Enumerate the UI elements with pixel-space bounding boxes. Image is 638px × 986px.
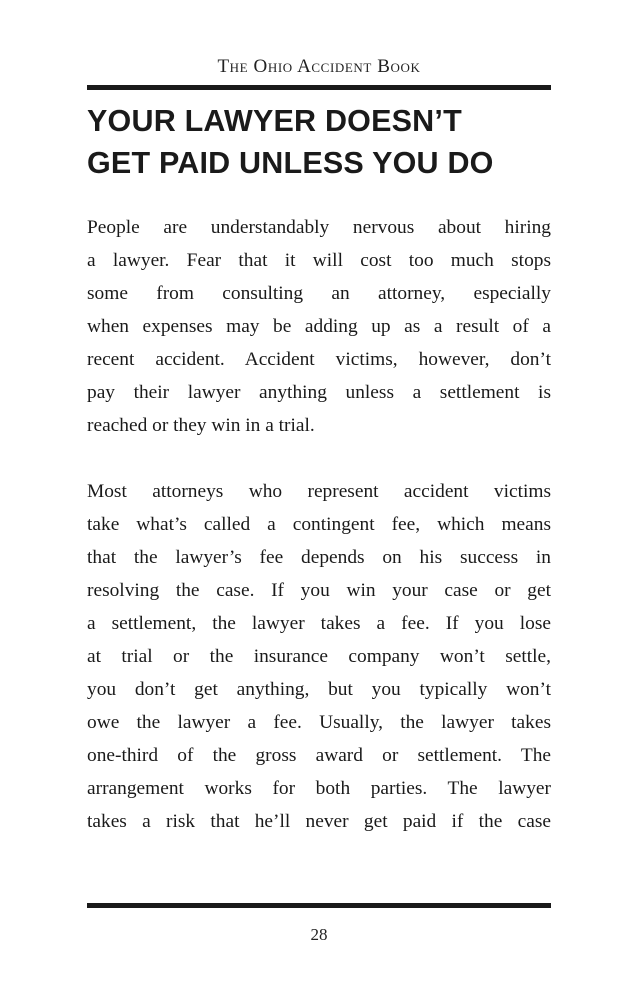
text-line: one-third of the gross award or settlement. The — [87, 745, 551, 766]
text-line: Most attorneys who represent accident victims — [87, 481, 551, 502]
text-line: owe the lawyer a fee. Usually, the lawyer takes — [87, 712, 551, 733]
text-line: a lawyer. Fear that it will cost too much stops — [87, 250, 551, 271]
headline — [87, 100, 557, 184]
text-line: you don’t get anything, but you typically won’t — [87, 679, 551, 700]
text-line: when expenses may be adding up as a result of a — [87, 316, 551, 337]
bottom-rule — [87, 903, 551, 908]
text-line: some from consulting an attorney, especially — [87, 283, 551, 304]
text-line: pay their lawyer anything unless a settlement is — [87, 382, 551, 403]
running-head: The Ohio Accident Book — [217, 56, 421, 77]
text-line: arrangement works for both parties. The lawyer — [87, 778, 551, 799]
text-line: at trial or the insurance company won’t settle, — [87, 646, 551, 667]
text-line: a settlement, the lawyer takes a fee. If you lose — [87, 613, 551, 634]
headline-line: YOUR LAWYER DOESN’T — [87, 104, 462, 138]
text-line: that the lawyer’s fee depends on his success in — [87, 547, 551, 568]
headline-line: GET PAID UNLESS YOU DO — [87, 146, 494, 180]
text-line: takes a risk that he’ll never get paid if the case — [87, 811, 551, 832]
text-line: People are understandably nervous about hiring — [87, 217, 551, 238]
top-rule — [87, 85, 551, 90]
text-line: take what’s called a contingent fee, which means — [87, 514, 551, 535]
text-line: recent accident. Accident victims, however, don’t — [87, 349, 551, 370]
body-text — [87, 211, 551, 838]
text-line: resolving the case. If you win your case or get — [87, 580, 551, 601]
text-line: reached or they win in a trial. — [87, 415, 315, 436]
paragraph-2 — [87, 475, 551, 838]
paragraph-1 — [87, 211, 551, 442]
page-number: 28 — [310, 925, 328, 944]
